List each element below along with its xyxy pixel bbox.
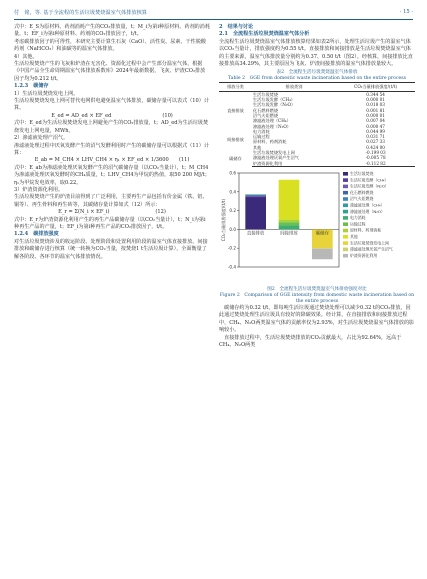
- chart-svg: [219, 167, 415, 287]
- paragraph: 2）渗滤液处理产沼气。: [14, 135, 69, 142]
- equation: E_ab = M_CH4 × LHV_CH4 × η₁ × EF_ed × 1/3600 (11): [34, 157, 190, 164]
- paragraph: 直接排放过程中，生活垃圾焚烧排放的CO₂贡献最大，占比为92.64%，远高于CH₄、N₂O两类: [219, 334, 402, 348]
- legend-label: 原材料、药剂消耗: [350, 227, 382, 233]
- equation: E_ed = AD_ed × EF_ed (10): [51, 112, 173, 119]
- y-tick-label: 0.6: [229, 170, 236, 176]
- legend-swatch: [343, 210, 348, 214]
- legend-label: 沼气火炬燃烧: [350, 196, 374, 202]
- equation: E_r = Σ(N_i × EF_i) (12): [58, 209, 166, 216]
- table-cell-item: 渗滤液处理（N₂O）: [252, 123, 291, 129]
- paragraph: 式中：E_S为原材料、药剂消耗产生的CO₂排放量，t；M_i为第i种原材料、药剂的消耗量，t；EF_i为第i种原材料、药剂的CO₂排放因子，t/t。: [14, 24, 210, 38]
- legend-label: 渗滤液处理（CH₄）: [350, 202, 385, 208]
- bar-segment: [312, 249, 333, 260]
- paragraph: 1）生活垃圾焚烧发电上网。: [14, 90, 79, 97]
- table-cell-value: 0.027 33: [366, 139, 385, 145]
- table-cell-category: 间接排放: [227, 136, 244, 142]
- right-column: [219, 24, 415, 349]
- table-cell-value: 0.031 71: [366, 134, 385, 140]
- paragraph: 对生活垃圾焚烧涉及的收运阶段、处理阶段和处置利用阶段的温室气体直接排放、间接排放和碳储存进行核算（统一转换为CO₂当量，按焚烧1 t生活垃圾计算），全面衡量了解各阶段、各环节的温室气体排放情况。: [14, 238, 208, 260]
- table-cell-value: -0.112 82: [336, 161, 415, 167]
- paragraph: 式中：E_ed为生活垃圾焚烧发电上网避免产生的CO₂排放量，t；AD_ed为生活垃圾焚烧发电上网电量，MWh。: [14, 120, 209, 134]
- legend-label: 其他: [350, 233, 358, 239]
- table-cell-value: 0.000 47: [366, 123, 385, 129]
- bar-segment: [279, 180, 300, 220]
- table-cell-item: 其他: [252, 144, 262, 150]
- legend-label: 生活垃圾发酵（CH₄）: [350, 177, 389, 183]
- paragraph: 3）炉渣资源化利用。: [14, 186, 64, 193]
- figure-2-chart: [219, 167, 415, 287]
- paragraph: 碳储存约为0.32 t/t，即每吨生活垃圾通过焚烧处理可以减少0.32 t的CO₂排放，因此通过焚烧处理生活垃圾具有较好的降碳效果。经计算，在直接排放和间接排放过程中，CH₄、N₂O两类温室气体的贡献率仅为2.93%，对生活垃圾焚烧温室气体排放的影响较小。: [219, 304, 415, 334]
- table-cell-item: 渗滤液处理厌氧产生沼气: [252, 155, 299, 161]
- legend-label: 运输过程: [350, 221, 366, 227]
- table-2: [219, 82, 415, 166]
- table-cell-item: 生活垃圾焚烧: [252, 91, 279, 97]
- legend-swatch: [343, 229, 348, 233]
- table-cell-item: 运输过程: [252, 134, 270, 140]
- table-header: CO₂当量排放强度/(t/t): [336, 83, 415, 91]
- x-category-label: 碳储存: [315, 231, 329, 237]
- figure-caption-en: Figure 2 Comparison of GGE intensity from domestic waste incineration based on the entire process: [219, 292, 415, 304]
- x-category-label: 直接排放: [246, 231, 265, 237]
- legend-label: 生活垃圾焚烧发电上网: [350, 240, 389, 246]
- bar-segment: [279, 222, 300, 225]
- legend-label: 生活垃圾焚烧: [350, 170, 374, 176]
- legend-swatch: [343, 197, 348, 201]
- paragraph: 渗滤液处理过程中厌氧发酵产生的沼气发酵利用时产生的碳储存量可以根据式（11）计算：: [14, 142, 209, 156]
- table-cell-value: 0.007 04: [366, 118, 385, 124]
- table-cell-category: 碳储存: [229, 155, 242, 161]
- table-cell-value: 0.000 01: [366, 112, 385, 118]
- legend-label: 渗滤液处理厌氧产生沼气: [350, 246, 393, 252]
- table-header: 排放类别: [252, 83, 336, 91]
- bar-segment: [312, 248, 333, 249]
- table-cell-item: 生活垃圾发酵（N₂O）: [252, 102, 296, 108]
- table-cell-category: 直接排放: [227, 107, 244, 113]
- table-cell-value: 0.018 03: [366, 102, 385, 108]
- legend-label: 渗滤液处理（N₂O）: [350, 208, 385, 214]
- table-cell-value: 0.000 01: [366, 97, 385, 103]
- bar-segment: [279, 220, 300, 223]
- table-cell-item: 生活垃圾焚烧发电上网: [252, 150, 295, 155]
- bar-segment: [279, 225, 300, 229]
- table-cell-item: 炉渣资源化利用: [252, 161, 336, 167]
- paragraph: 生活垃圾焚烧产生的炉渣目前得到了广泛利用，主要再生产品包括有价金属（铁、铝、铜等）、再生骨料和再生砖等，其碳储存量计算如式（12）所示：: [14, 194, 208, 208]
- section-heading: 1.2.4 碳排放强度: [14, 231, 59, 238]
- paragraph: 生活垃圾焚烧产生的飞灰和炉渣在无害化、资源化过程中会产生部分温室气体，根据《中国产品全生命周期温室气体排放系数库》2024年最新数据，飞灰、炉渣CO₂排放因子均为0.212 t/t。: [14, 61, 206, 82]
- table-cell-item: 化石燃料燃烧: [252, 107, 279, 113]
- table-cell-value: 0.001 81: [366, 107, 385, 113]
- legend-swatch: [343, 247, 348, 251]
- section-heading: 2.1 全流程生活垃圾焚烧温室气体分析: [219, 31, 310, 38]
- y-tick-label: 0.2: [229, 207, 236, 213]
- legend-label: 炉渣资源化利用: [350, 252, 378, 258]
- legend-swatch: [343, 178, 348, 182]
- legend-swatch: [343, 203, 348, 207]
- y-tick-label: 0.0: [229, 226, 236, 232]
- paragraph: 全流程生活垃圾焚烧温室气体排放核算结果如表2所示，处理生活垃圾产生的温室气体以CO₂当量计，排放强度约为0.55 t/t。直接排放和间接排放是生活垃圾焚烧温室气体的主要来源，温室气体排放量分别约为0.37、0.50 t/t（图2）。经核算，间接排放比直接排放高34.29%，其主要原因为飞灰、炉渣间接排放的温室气体排放量较大。: [219, 38, 413, 68]
- y-tick-label: -0.4: [227, 264, 236, 270]
- x-category-label: 间接排放: [280, 231, 298, 237]
- paragraph: 考虑碳排放因子的可得性，本研究主要计算生石灰（CaO）、活性炭、尿素、干性脱酸药剂（NaHCO₃）和油碳等的温室气体排放。: [14, 38, 206, 53]
- table-cell-item: 沼气火炬燃烧: [252, 112, 279, 118]
- legend-swatch: [343, 235, 348, 239]
- section-heading: 1.2.3 碳储存: [14, 83, 49, 90]
- legend-swatch: [343, 216, 348, 220]
- table-cell-value: -0.199 03: [365, 150, 386, 155]
- table-caption-en: Table 2 GGE from domestic waste incineration based on the entire process: [228, 76, 406, 82]
- legend-swatch: [343, 191, 348, 195]
- table-cell-value: -0.005 78: [365, 155, 386, 161]
- legend-label: 化石燃料燃烧: [350, 189, 374, 195]
- legend-swatch: [343, 241, 348, 245]
- legend-swatch: [343, 184, 348, 188]
- table-cell-value: 0.044 99: [366, 128, 385, 134]
- legend-swatch: [343, 222, 348, 226]
- figure-caption-cn: 图2 全流程生活垃圾焚烧温室气体排放强度对比: [267, 286, 367, 292]
- left-column: [14, 24, 210, 261]
- legend-label: 生活垃圾发酵（N₂O）: [350, 183, 389, 189]
- table-cell-item: 原材料、药剂消耗: [252, 139, 287, 145]
- section-heading: 2 结果与讨论: [219, 24, 254, 30]
- y-tick-label: 0.4: [229, 189, 236, 195]
- table-cell-value: 0.424 00: [366, 144, 385, 150]
- paragraph: 4）其他。: [14, 53, 38, 60]
- legend-swatch: [343, 254, 348, 258]
- table-cell-item: 渗滤液处理（CH₄）: [252, 118, 291, 124]
- page-number: · 15 ·: [399, 9, 413, 15]
- paragraph: 式中：E_r为炉渣资源化利用产生的再生产品碳储存量（以CO₂当量计），t；N_i为第i种再生产品的产量，t；EF_i为第i种再生产品的CO₂排放因子，t/t。: [14, 216, 206, 230]
- legend-label: 电力消耗: [350, 214, 366, 220]
- y-tick-label: -0.2: [227, 245, 236, 251]
- paragraph: 式中：E_ab为渗滤液处理厌氧发酵产生的沼气碳储存量（以CO₂当量计），t；M_CH4为渗滤液处理厌氧发酵时的CH₄质量，t；LHV_CH4为甲烷的热值，取50 200 MJ/t；η₁为甲烷发电效率，取0.22。: [14, 164, 210, 186]
- table-header: 排放分类: [219, 83, 252, 91]
- table-cell-value: 0.344 54: [366, 91, 385, 97]
- y-axis-label: CO₂当量排放强度/(t/t): [221, 198, 226, 242]
- table-cell-item: 电力消耗: [252, 128, 270, 134]
- running-header: [14, 7, 413, 19]
- legend-swatch: [343, 172, 348, 176]
- table-cell-item: 生活垃圾发酵（CH₄）: [252, 97, 295, 103]
- bar-segment: [245, 195, 266, 197]
- table-caption-cn: 表2 全流程生活垃圾焚烧温室气体排放: [276, 70, 358, 76]
- paragraph: 生活垃圾焚烧发电上网可替代电网供电避免温室气体排放，碳储存量可以表式（10）计算。: [14, 98, 209, 112]
- bar-segment: [245, 197, 266, 229]
- header-title: 付 铭，等. 基于全流程的生活垃圾焚烧温室气体排放核算: [14, 10, 147, 16]
- header-rule: [14, 19, 413, 20]
